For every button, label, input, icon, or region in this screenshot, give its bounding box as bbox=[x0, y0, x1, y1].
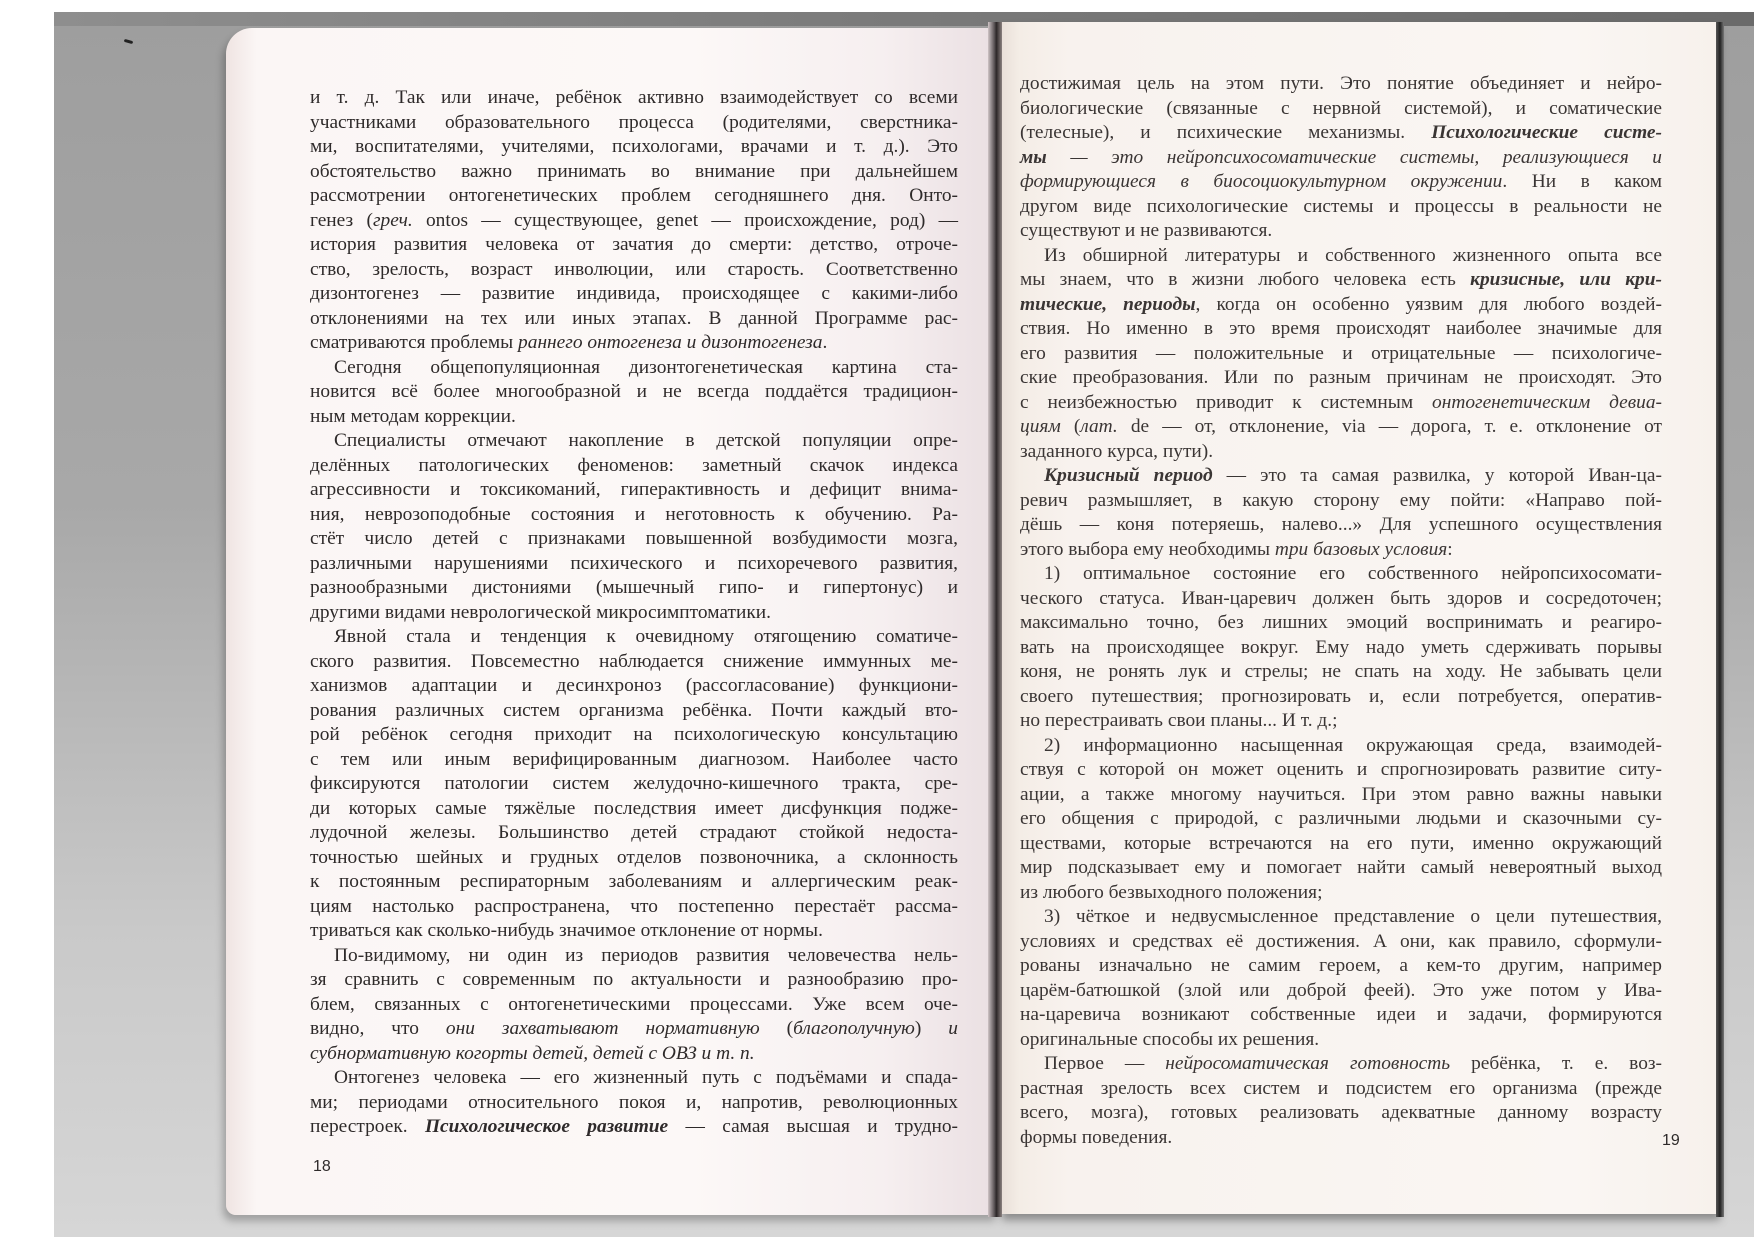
text-run: максимально точно, без лишних эмоций воспринимать и реагиро- bbox=[1020, 612, 1662, 633]
text-line bbox=[1020, 440, 1662, 465]
text-run: ществами, которые встречаются на его пути, именно окружающий bbox=[1020, 832, 1662, 854]
text-line bbox=[1020, 783, 1662, 808]
text-line bbox=[1020, 979, 1662, 1004]
text-line bbox=[1020, 366, 1662, 391]
text-line bbox=[1020, 121, 1662, 146]
italic-term: благополучную bbox=[793, 1018, 915, 1039]
text-run: делённых патологических феноменов: заметный скачок индекса bbox=[310, 454, 958, 476]
text-line bbox=[310, 748, 958, 773]
text-run: рованы изначально не самим героем, а кем-то другим, например bbox=[1020, 955, 1662, 976]
text-run: . Ни в каком bbox=[1502, 171, 1662, 192]
text-line bbox=[1020, 1101, 1662, 1126]
text-run: различными нарушениями психического и психоречевого развития, bbox=[310, 552, 958, 574]
text-line bbox=[310, 135, 958, 160]
text-run: достижимая цель на этом пути. Это понятие объединяет и нейро- bbox=[1020, 73, 1662, 94]
text-line bbox=[310, 258, 958, 283]
text-line bbox=[1020, 685, 1662, 710]
page-number-right: 19 bbox=[1662, 1132, 1680, 1149]
text-run: Из обширной литературы и собственного жизненного опыта все bbox=[1044, 244, 1662, 266]
text-run: заданного курса, пути). bbox=[1020, 440, 1214, 462]
text-run: ации, а также многому научиться. При этом равно важны навыки bbox=[1020, 783, 1662, 805]
text-run: блем, связанных с онтогенетическими процессами. Уже всем оче- bbox=[310, 993, 958, 1015]
text-line bbox=[1020, 954, 1662, 979]
text-run: отклонениями на тех или иных этапах. В данной Программе рас- bbox=[310, 307, 958, 329]
italic-term: греч. bbox=[372, 209, 413, 231]
text-line bbox=[310, 527, 958, 552]
text-run: рования различных систем организма ребёнка. Почти каждый вто- bbox=[310, 699, 958, 721]
text-run: лудочной железы. Большинство детей страдают стойкой недоста- bbox=[310, 822, 958, 843]
text-run: ным методам коррекции. bbox=[310, 405, 516, 427]
text-run: условиях и средствах её достижения. А они, как правило, сформули- bbox=[1020, 930, 1662, 952]
text-line bbox=[310, 1066, 958, 1091]
text-line bbox=[1020, 660, 1662, 685]
italic-term: и bbox=[948, 1018, 958, 1039]
text-run: Онтогенез человека — его жизненный путь с подъёмами и спада- bbox=[334, 1067, 958, 1088]
text-run: всего, мозга), готовых реализовать адекватные данному возрасту bbox=[1020, 1102, 1662, 1123]
text-run: другими видами неврологической микросимптоматики. bbox=[310, 601, 771, 623]
text-run: Сегодня общепопуляционная дизонтогенетическая картина ста- bbox=[334, 356, 958, 378]
text-run: ди которых самые тяжёлые последствия имеет дисфункция поджe- bbox=[310, 797, 958, 819]
text-line bbox=[310, 993, 958, 1018]
text-run: его общения с природой, с различными людьми и сказочными су- bbox=[1020, 808, 1662, 829]
text-line bbox=[310, 1091, 958, 1116]
text-run: мир подсказывает ему и помогает найти самый невероятный выход bbox=[1020, 857, 1662, 878]
text-run: . bbox=[822, 332, 828, 353]
text-line bbox=[310, 209, 958, 234]
text-run: формы поведения. bbox=[1020, 1126, 1173, 1148]
text-line bbox=[310, 674, 958, 699]
text-line bbox=[1020, 342, 1662, 367]
text-line bbox=[1020, 856, 1662, 881]
text-run: ми, воспитателями, учителями, психологами, врачами и т. д.). Это bbox=[310, 136, 958, 157]
text-run: триваться как сколько-нибудь значимое отклонение от нормы. bbox=[310, 920, 823, 941]
text-run: генез ( bbox=[310, 209, 373, 231]
bold-italic-term: Психологическое развитие bbox=[424, 1116, 669, 1137]
text-run: но перестраивать свои планы... И т. д.; bbox=[1020, 710, 1338, 731]
text-run: 2) информационно насыщенная окружающая среда, взаимодей- bbox=[1044, 734, 1662, 756]
text-run: de — от, отклонение, via — дорога, т. е. отклонение от bbox=[1117, 416, 1662, 437]
text-run: ские преобразования. Или по разным причинам не происходят. Это bbox=[1020, 367, 1662, 388]
text-run: на-царевича возникают собственные идеи и задачи, формируются bbox=[1020, 1004, 1662, 1025]
right-page-body bbox=[1020, 72, 1662, 1150]
text-line bbox=[1020, 587, 1662, 612]
text-line bbox=[1020, 464, 1662, 489]
text-line bbox=[310, 86, 958, 111]
text-line bbox=[310, 184, 958, 209]
text-run: из любого безвыходного положения; bbox=[1020, 881, 1323, 903]
text-run: обстоятельство важно принимать во внимание при дальнейшем bbox=[310, 160, 958, 182]
text-line bbox=[1020, 758, 1662, 783]
text-line bbox=[310, 772, 958, 797]
text-line bbox=[1020, 293, 1662, 318]
bold-italic-term: Психологические систе- bbox=[1431, 122, 1663, 143]
italic-term: лат. bbox=[1080, 416, 1118, 437]
text-line bbox=[310, 429, 958, 454]
text-run: фиксируются патологии систем желудочно-кишечного тракта, сре- bbox=[310, 773, 958, 794]
text-run: история развития человека от зачатия до смерти: детство, отроче- bbox=[310, 234, 958, 255]
text-line bbox=[310, 233, 958, 258]
text-line bbox=[1020, 930, 1662, 955]
text-line bbox=[1020, 415, 1662, 440]
text-line bbox=[310, 601, 958, 626]
text-run: — это та самая развилка, у которой Иван-ца- bbox=[1212, 465, 1662, 486]
text-line bbox=[1020, 881, 1662, 906]
text-run: ство, зрелость, возраст инволюции, или старость. Соответственно bbox=[310, 258, 958, 280]
text-run: оригинальные способы их решения. bbox=[1020, 1028, 1320, 1050]
text-line bbox=[1020, 195, 1662, 220]
text-line bbox=[1020, 391, 1662, 416]
text-line bbox=[1020, 807, 1662, 832]
text-run: с тем или иным верифицированным диагнозом. Наиболее часто bbox=[310, 748, 958, 770]
text-run: существуют и не развиваются. bbox=[1020, 220, 1273, 241]
text-run: царём-батюшкой (злой или доброй феей). Это уже потом у Ива- bbox=[1020, 979, 1662, 1001]
text-run: с неизбежностью приводит к системным bbox=[1020, 391, 1432, 413]
text-line bbox=[1020, 244, 1662, 269]
page-number-left: 18 bbox=[313, 1158, 331, 1175]
text-run: новится всё более многообразной и не всегда поддаётся традицион- bbox=[310, 381, 958, 402]
text-run: ствуя с которой он может оценить и спрогнозировать развитие ситу- bbox=[1020, 759, 1662, 780]
text-line bbox=[310, 944, 958, 969]
text-run: ского развития. Повсеместно наблюдается снижение иммунных ме- bbox=[310, 650, 958, 672]
text-run: дизонтогенез — развитие индивида, происходящее с какими-либо bbox=[310, 283, 958, 304]
text-line bbox=[310, 356, 958, 381]
book-edge-shadow bbox=[1716, 22, 1724, 1217]
text-run: ческого статуса. Иван-царевич должен быть здоров и сосредоточен; bbox=[1020, 587, 1662, 609]
text-line bbox=[1020, 513, 1662, 538]
text-line bbox=[310, 723, 958, 748]
italic-term: онтогенетическим девиа- bbox=[1432, 391, 1663, 413]
text-line bbox=[1020, 170, 1662, 195]
text-run: рой ребёнок сегодня приходит на психологическую консультацию bbox=[310, 724, 958, 745]
italic-term: циям bbox=[1020, 416, 1061, 437]
text-run: и т. д. Так или иначе, ребёнок активно взаимодействует со всеми bbox=[310, 87, 958, 108]
text-run: биологические (связанные с нервной системой), и соматические bbox=[1020, 97, 1662, 119]
text-line bbox=[310, 331, 958, 356]
italic-term: — это нейропсихосоматические системы, реализующиеся и bbox=[1046, 146, 1662, 168]
text-line bbox=[310, 895, 958, 920]
text-line bbox=[310, 650, 958, 675]
text-run: ревич размышляет, в какую сторону ему пойти: «Направо пой- bbox=[1020, 489, 1662, 511]
text-line bbox=[1020, 317, 1662, 342]
text-run: рассмотрении онтогенетических проблем сегодняшнего дня. Онто- bbox=[310, 185, 958, 206]
text-line bbox=[310, 1017, 958, 1042]
text-run: к постоянным респираторным заболеваниям и аллергическим реак- bbox=[310, 871, 958, 892]
text-line bbox=[1020, 146, 1662, 171]
text-run: коня, не ронять лук и стрелы; не спать на ходу. Не забывать цели bbox=[1020, 661, 1662, 682]
text-line bbox=[310, 111, 958, 136]
text-line bbox=[310, 405, 958, 430]
text-run: своего путешествия; прогнозировать и, если потребуется, оператив- bbox=[1020, 685, 1662, 707]
italic-term: они захватывают нормативную bbox=[445, 1018, 760, 1039]
text-run: агрессивности и токсикоманий, гиперактивность и дефицит внима- bbox=[310, 479, 958, 500]
text-line bbox=[1020, 611, 1662, 636]
text-line bbox=[310, 625, 958, 650]
text-line bbox=[310, 576, 958, 601]
text-run: разнообразными дистониями (мышечный гипо- и гипертонус) и bbox=[310, 577, 958, 598]
text-run: ребёнка, т. е. воз- bbox=[1450, 1053, 1663, 1074]
text-run: ствия. Но именно в это время происходят наиболее значимые для bbox=[1020, 318, 1662, 339]
text-run: 1) оптимальное состояние его собственного нейропсихосомати- bbox=[1044, 563, 1662, 584]
text-run: сматриваются проблемы bbox=[310, 332, 519, 353]
text-line bbox=[1020, 97, 1662, 122]
text-run: его развития — положительные и отрицательные — психологиче- bbox=[1020, 342, 1662, 364]
text-run: ( bbox=[1060, 416, 1081, 437]
text-run: участниками образовательного процесса (родителями, сверстника- bbox=[310, 111, 958, 133]
text-run: дёшь — коня потеряешь, налево...» Для успешного осуществления bbox=[1020, 514, 1662, 535]
text-run: другом виде психологические системы и процессы в реальности не bbox=[1020, 195, 1662, 217]
text-run: 3) чёткое и недвусмысленное представление о цели путешествия, bbox=[1044, 906, 1662, 927]
text-line bbox=[310, 699, 958, 724]
text-line bbox=[1020, 1052, 1662, 1077]
text-line bbox=[1020, 1077, 1662, 1102]
text-run: : bbox=[1447, 538, 1453, 560]
text-line bbox=[310, 797, 958, 822]
text-run: ) bbox=[914, 1018, 949, 1039]
bold-italic-term: кризисные, или кри- bbox=[1470, 269, 1662, 290]
text-line bbox=[1020, 709, 1662, 734]
text-run: ( bbox=[759, 1018, 794, 1039]
text-line bbox=[1020, 268, 1662, 293]
text-line bbox=[1020, 905, 1662, 930]
text-line bbox=[1020, 489, 1662, 514]
text-run: видно, что bbox=[310, 1018, 446, 1039]
text-line bbox=[1020, 72, 1662, 97]
text-run: точностью шейных и грудных отделов позвоночника, а склонность bbox=[310, 846, 958, 868]
text-line bbox=[310, 380, 958, 405]
text-run: Первое — bbox=[1044, 1053, 1166, 1074]
text-run: ontos — существующее, genet — происхождение, род) — bbox=[412, 209, 958, 231]
text-run: (телесные), и психические механизмы. bbox=[1020, 122, 1432, 143]
text-line bbox=[310, 1115, 958, 1140]
text-line bbox=[310, 552, 958, 577]
book-gutter bbox=[988, 22, 1002, 1217]
text-run: вать на происходящее вокруг. Ему надо уметь сдерживать порывы bbox=[1020, 636, 1662, 658]
text-line bbox=[310, 478, 958, 503]
text-line bbox=[310, 1042, 958, 1067]
text-line bbox=[310, 454, 958, 479]
text-line bbox=[1020, 832, 1662, 857]
text-line bbox=[310, 160, 958, 185]
text-line bbox=[310, 503, 958, 528]
text-run: циям настолько распространена, что постепенно перестаёт рассма- bbox=[310, 895, 958, 917]
text-run: ханизмов адаптации и десинхроноз (рассогласование) функциони- bbox=[310, 675, 958, 696]
text-run: мы знаем, что в жизни любого человека есть bbox=[1020, 269, 1471, 290]
left-page-body bbox=[310, 86, 958, 1140]
text-line bbox=[310, 968, 958, 993]
text-line bbox=[1020, 538, 1662, 563]
text-run: Явной стала и тенденция к очевидному отягощению соматиче- bbox=[334, 626, 958, 647]
text-line bbox=[310, 307, 958, 332]
italic-term: субнормативную когорты детей, детей с ОВЗ и т. п. bbox=[310, 1042, 755, 1064]
text-line bbox=[1020, 1003, 1662, 1028]
text-run: стёт число детей с признаками повышенной возбудимости мозга, bbox=[310, 528, 958, 549]
text-run: — самая высшая и трудно- bbox=[668, 1116, 959, 1137]
text-line bbox=[310, 846, 958, 871]
text-line bbox=[310, 870, 958, 895]
italic-term: три базовых условия bbox=[1274, 538, 1448, 560]
bold-italic-term: мы bbox=[1020, 146, 1047, 168]
text-run: , когда он особенно уязвим для любого воздей- bbox=[1195, 293, 1662, 315]
text-run: ми; периодами относительного покоя и, напротив, революционных bbox=[310, 1091, 958, 1113]
italic-term: нейросоматическая готовность bbox=[1165, 1053, 1451, 1074]
bold-italic-term: тические, периоды bbox=[1020, 293, 1196, 315]
text-run: зя сравнить с современным по актуальности и разнообразию про- bbox=[310, 969, 958, 990]
text-line bbox=[1020, 219, 1662, 244]
bold-italic-term: Кризисный период bbox=[1044, 465, 1213, 486]
italic-term: раннего онтогенеза и дизонтогенеза bbox=[518, 332, 823, 353]
text-run: перестроек. bbox=[310, 1116, 425, 1137]
text-run: Специалисты отмечают накопление в детской популяции опре- bbox=[334, 430, 958, 451]
text-line bbox=[1020, 1126, 1662, 1151]
text-run: растная зрелость всех систем и подсистем его организма (прежде bbox=[1020, 1077, 1662, 1099]
text-line bbox=[1020, 562, 1662, 587]
text-line bbox=[1020, 1028, 1662, 1053]
text-line bbox=[310, 919, 958, 944]
text-run: По-видимому, ни один из периодов развития человечества нель- bbox=[334, 944, 958, 966]
text-run: ния, неврозоподобные состояния и неготовность к обучению. Ра- bbox=[310, 503, 958, 525]
text-run: этого выбора ему необходимы bbox=[1020, 538, 1275, 560]
text-line bbox=[310, 821, 958, 846]
text-line bbox=[310, 282, 958, 307]
text-line bbox=[1020, 734, 1662, 759]
italic-term: формирующиеся в биосоциокультурном окружении bbox=[1020, 171, 1503, 192]
text-line bbox=[1020, 636, 1662, 661]
